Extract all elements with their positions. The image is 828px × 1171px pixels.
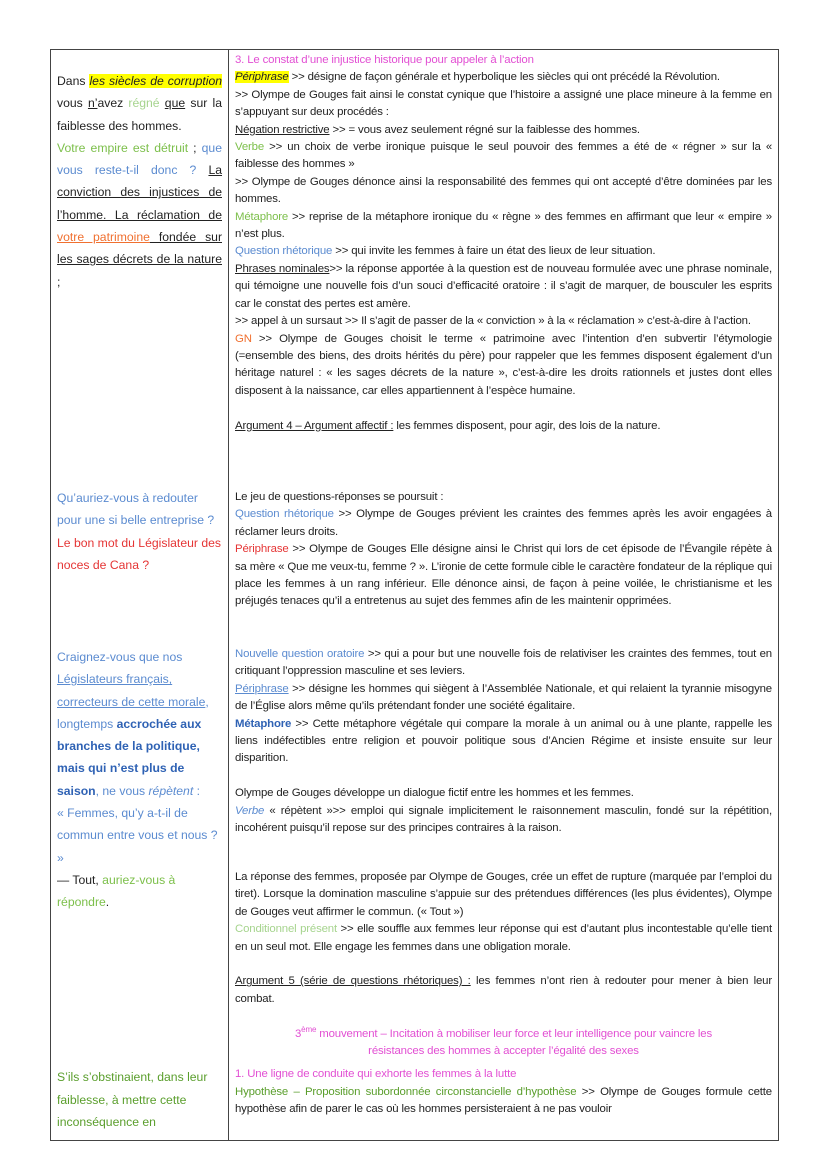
styled-text-blue: Qu’auriez-vous à redouter pour une si belle entreprise ? bbox=[57, 491, 215, 528]
text-run: >> elle souffle aux femmes leur réponse qui est d’autant plus incontestable qu’elle tient en un seul mot. Elle engage les femmes dans une obligation morale. bbox=[235, 923, 772, 953]
text-run: >> reprise de la métaphore ironique du « règne » des femmes en affirmant que leur « empire » n’est plus. bbox=[235, 210, 772, 241]
paragraph bbox=[235, 973, 772, 1008]
styled-text-iblue: Verbe bbox=[235, 804, 265, 817]
text-run: . bbox=[105, 895, 110, 910]
source-text-cell-row-4 bbox=[51, 869, 229, 1066]
analysis-cell-row-5 bbox=[229, 1066, 778, 1140]
paragraph bbox=[235, 785, 772, 802]
text-run: >> désigne les hommes qui siègent à l’Assemblée Nationale, et qui relaient la tyrannie misogyne de l’Église alors même qu’ils prétendant fonder une société égalitaire. bbox=[235, 682, 772, 713]
paragraph bbox=[235, 541, 772, 611]
blank-line bbox=[235, 1008, 772, 1025]
text-run: >> Cette métaphore végétale qui compare la morale à un animal ou à une plante, rappelle les liens indéfectibles entre religion et pouvoir politique sous d’Ancien Régime et insiste ensuite sur leur disparition. bbox=[235, 717, 772, 765]
styled-text-u: Négation restrictive bbox=[235, 123, 330, 136]
styled-text-blue: Question rhétorique bbox=[235, 508, 334, 521]
styled-text-pink: mouvement – Incitation à mobiliser leur force et leur intelligence pour vaincre les résistances des hommes à accepter l’égalité des sexes bbox=[316, 1027, 713, 1058]
styled-text-u: Phrases nominales bbox=[235, 262, 330, 275]
styled-text-blue: longtemps bbox=[57, 716, 117, 731]
styled-text-ublue: Périphrase bbox=[235, 682, 289, 695]
paragraph bbox=[235, 331, 772, 401]
text-run: >> Olympe de Gouges prévient les craintes des femmes après les avoir engagées à réclamer leurs droits. bbox=[235, 508, 772, 538]
paragraph bbox=[235, 174, 772, 209]
paragraph bbox=[57, 802, 222, 869]
paragraph bbox=[57, 137, 222, 293]
styled-text-blue: que vous reste-t-il donc ? bbox=[57, 140, 222, 178]
styled-text-green: Verbe bbox=[235, 141, 265, 154]
text-run: La réponse des femmes, proposée par Olympe de Gouges, crée un effet de rupture (marquée par l’emploi du tiret). Lorsque la domination masculine s’appuie sur des prétendues différences (les plus évidentes), Olympe de Gouges veut affirmer le commun. (« Tout ») bbox=[235, 870, 772, 918]
text-run: Olympe de Gouges développe un dialogue fictif entre les hommes et les femmes. bbox=[235, 787, 634, 800]
styled-text-u: Argument 4 – Argument affectif : bbox=[235, 419, 394, 432]
text-run: ; bbox=[188, 140, 202, 155]
analysis-cell-row-3 bbox=[229, 646, 778, 869]
text-run: vous bbox=[57, 96, 88, 111]
paragraph bbox=[235, 209, 772, 244]
styled-text-blue: ne vous bbox=[99, 783, 149, 798]
styled-text-hl: Périphrase bbox=[235, 71, 289, 84]
styled-text-bblue: Métaphore bbox=[235, 717, 292, 730]
paragraph bbox=[235, 506, 772, 541]
paragraph bbox=[235, 243, 772, 260]
paragraph bbox=[57, 869, 222, 914]
styled-text-blue: « Femmes, qu’y a-t-il de commun entre vous et nous ? » bbox=[57, 806, 218, 865]
styled-text-uorange: votre patrimoine bbox=[57, 230, 150, 245]
paragraph bbox=[235, 489, 772, 506]
styled-text-ublue: Législateurs français, correcteurs de cette morale bbox=[57, 672, 206, 709]
source-text-cell-row-2 bbox=[51, 487, 229, 646]
text-run: >> désigne de façon générale et hyperbolique les siècles qui ont précédé la Révolution. bbox=[288, 71, 720, 84]
styled-text-u: fondée sur les sages décrets de la nature ; bbox=[57, 230, 222, 289]
paragraph bbox=[235, 139, 772, 174]
text-run: Dans bbox=[57, 74, 90, 88]
commentary-table bbox=[50, 49, 779, 1141]
paragraph bbox=[235, 681, 772, 716]
blank-line bbox=[235, 768, 772, 785]
styled-text-u: n’ bbox=[87, 96, 98, 111]
styled-text-pink: 1. Une ligne de conduite qui exhorte les femmes à la lutte bbox=[235, 1068, 517, 1081]
text-run: — Tout, bbox=[57, 872, 103, 887]
text-run: >> Olympe de Gouges formule cette hypothèse afin de parer le cas où les hommes persisteraient à ne pas vouloir bbox=[235, 1085, 772, 1116]
paragraph bbox=[235, 122, 772, 139]
styled-text-blue: Craignez-vous que nos bbox=[57, 650, 183, 664]
blank-line bbox=[235, 956, 772, 973]
styled-text-pink: 3 bbox=[294, 1027, 302, 1040]
text-run: >> Olympe de Gouges fait ainsi le constat cynique que l’histoire a assigné une place mineure à la femme en s’appuyant sur deux procédés : bbox=[235, 88, 772, 119]
text-run: les femmes n’ont rien à redouter pour mener à bien leur combat. bbox=[235, 975, 772, 1005]
text-run: >> qui a pour but une nouvelle fois de relativiser les craintes des femmes, tout en critiquant l’oppression masculine et ses leviers. bbox=[235, 648, 772, 678]
styled-text-hl: les siècles de corruption bbox=[89, 74, 222, 88]
styled-text-pink: 3. Le constat d’une injustice historique pour appeler à l’action bbox=[235, 54, 534, 66]
paragraph bbox=[235, 1084, 772, 1119]
paragraph bbox=[235, 921, 772, 956]
paragraph bbox=[57, 532, 222, 577]
text-run: >> la réponse apportée à la question est de nouveau formulée avec une phrase nominale, qui témoigne une nouvelle fois d’un souci d’efficacité oratoire : il s’agit de marquer, de bousculer les esprits car le constat des pertes est amère. bbox=[235, 262, 772, 310]
paragraph bbox=[235, 69, 772, 86]
text-run: les femmes disposent, pour agir, des lois de la nature. bbox=[393, 419, 661, 432]
text-run: >> = vous avez seulement régné sur la faiblesse des hommes. bbox=[329, 123, 640, 136]
styled-text-blue: , bbox=[205, 694, 209, 709]
styled-text-orange: GN bbox=[235, 332, 252, 345]
text-run: Le jeu de questions-réponses se poursuit : bbox=[235, 491, 444, 503]
paragraph bbox=[235, 261, 772, 313]
analysis-cell-row-1 bbox=[229, 50, 778, 487]
paragraph bbox=[235, 869, 772, 921]
blank-line bbox=[235, 400, 772, 417]
styled-text-blue: : bbox=[193, 783, 200, 798]
styled-text-supp: ème bbox=[301, 1024, 317, 1034]
paragraph bbox=[235, 313, 772, 330]
text-run: >> Olympe de Gouges Elle désigne ainsi le Christ qui lors de cet épisode de l’Évangile répète à sa mère « Que me veux-tu, femme ? ». L’ironie de cette formule cible le caractère fondateur de la réplique qui place les femmes à un rang inférieur. Elle dénonce ainsi, de façon à peine voilée, le christianisme et les préjugés tenaces qu’il a entretenus au sujet des femmes afin de les maintenir opprimées. bbox=[235, 543, 772, 608]
text-run: avez bbox=[97, 96, 129, 111]
paragraph bbox=[57, 1066, 222, 1133]
paragraph bbox=[57, 646, 222, 802]
paragraph bbox=[235, 1066, 772, 1083]
paragraph bbox=[235, 646, 772, 681]
styled-text-lgreen: Conditionnel présent bbox=[235, 923, 338, 936]
paragraph bbox=[235, 52, 772, 69]
source-text-cell-row-5 bbox=[51, 1066, 229, 1140]
text-run: >> qui invite les femmes à faire un état des lieux de leur situation. bbox=[332, 245, 656, 258]
styled-text-dgreen: S’ils s’obstinaient, dans leur faiblesse, à mettre cette inconséquence en bbox=[57, 1070, 208, 1130]
text-run: sur la faiblesse des hommes. bbox=[57, 96, 222, 133]
styled-text-green: auriez-vous à répondre bbox=[57, 872, 176, 910]
paragraph bbox=[57, 487, 222, 532]
paragraph bbox=[235, 1026, 772, 1061]
text-run: >> appel à un sursaut >> Il s’agit de passer de la « conviction » à la « réclamation » c’est-à-dire à l’action. bbox=[235, 315, 751, 328]
styled-text-blue: , bbox=[95, 783, 100, 798]
text-run bbox=[196, 163, 208, 177]
styled-text-u: que bbox=[164, 96, 186, 111]
styled-text-iblue: répètent bbox=[148, 783, 194, 798]
paragraph bbox=[235, 418, 772, 435]
text-run: « répètent »>> emploi qui signale implicitement le raisonnement masculin, fondé sur la répétition, incohérent puisqu’il repose sur des principes contraires à la raison. bbox=[235, 804, 772, 835]
text-run: >> Olympe de Gouges dénonce ainsi la responsabilité des femmes qui ont accepté d’être dominées par les hommes. bbox=[235, 175, 772, 206]
text-run: >> Olympe de Gouges choisit le terme « patrimoine avec l’intention d’en subvertir l’étymologie (=ensemble des biens, des droits hérités du père) pour rappeler que les femmes disposent également d’un héritage naturel : « les sages décrets de la nature », c’est-à-dire les droits rationnels et justes dont elles disposent à la naissance, car elles appartiennent à l’espèce humaine. bbox=[235, 332, 772, 397]
analysis-cell-row-4 bbox=[229, 869, 778, 1066]
source-text-cell-row-3 bbox=[51, 646, 229, 869]
styled-text-red: Le bon mot du Législateur des noces de Cana ? bbox=[57, 535, 221, 572]
styled-text-red: Périphrase bbox=[235, 543, 289, 556]
styled-text-blue: Nouvelle question oratoire bbox=[235, 648, 365, 660]
paragraph bbox=[235, 803, 772, 838]
styled-text-bblue: accrochée aux branches de la politique, mais qui n’est plus de saison bbox=[57, 716, 202, 798]
analysis-cell-row-2 bbox=[229, 487, 778, 646]
source-text-cell-row-1 bbox=[51, 50, 229, 487]
styled-text-blue: Question rhétorique bbox=[235, 245, 333, 258]
styled-text-green: Votre empire est détruit bbox=[57, 140, 189, 155]
styled-text-lgreen: régné bbox=[128, 96, 160, 111]
styled-text-dgreen: Hypothèse – Proposition subordonnée circonstancielle d’hypothèse bbox=[235, 1085, 577, 1098]
paragraph bbox=[235, 716, 772, 768]
paragraph bbox=[235, 87, 772, 122]
styled-text-u: Argument 5 (série de questions rhétoriques) : bbox=[235, 975, 471, 988]
styled-text-green: Métaphore bbox=[235, 210, 289, 223]
paragraph bbox=[57, 70, 222, 137]
styled-text-u: La conviction des injustices de l’homme. La réclamation de bbox=[57, 163, 223, 222]
text-run: >> un choix de verbe ironique puisque le seul pouvoir des femmes a été de « régner » sur la « faiblesse des hommes » bbox=[235, 141, 772, 171]
